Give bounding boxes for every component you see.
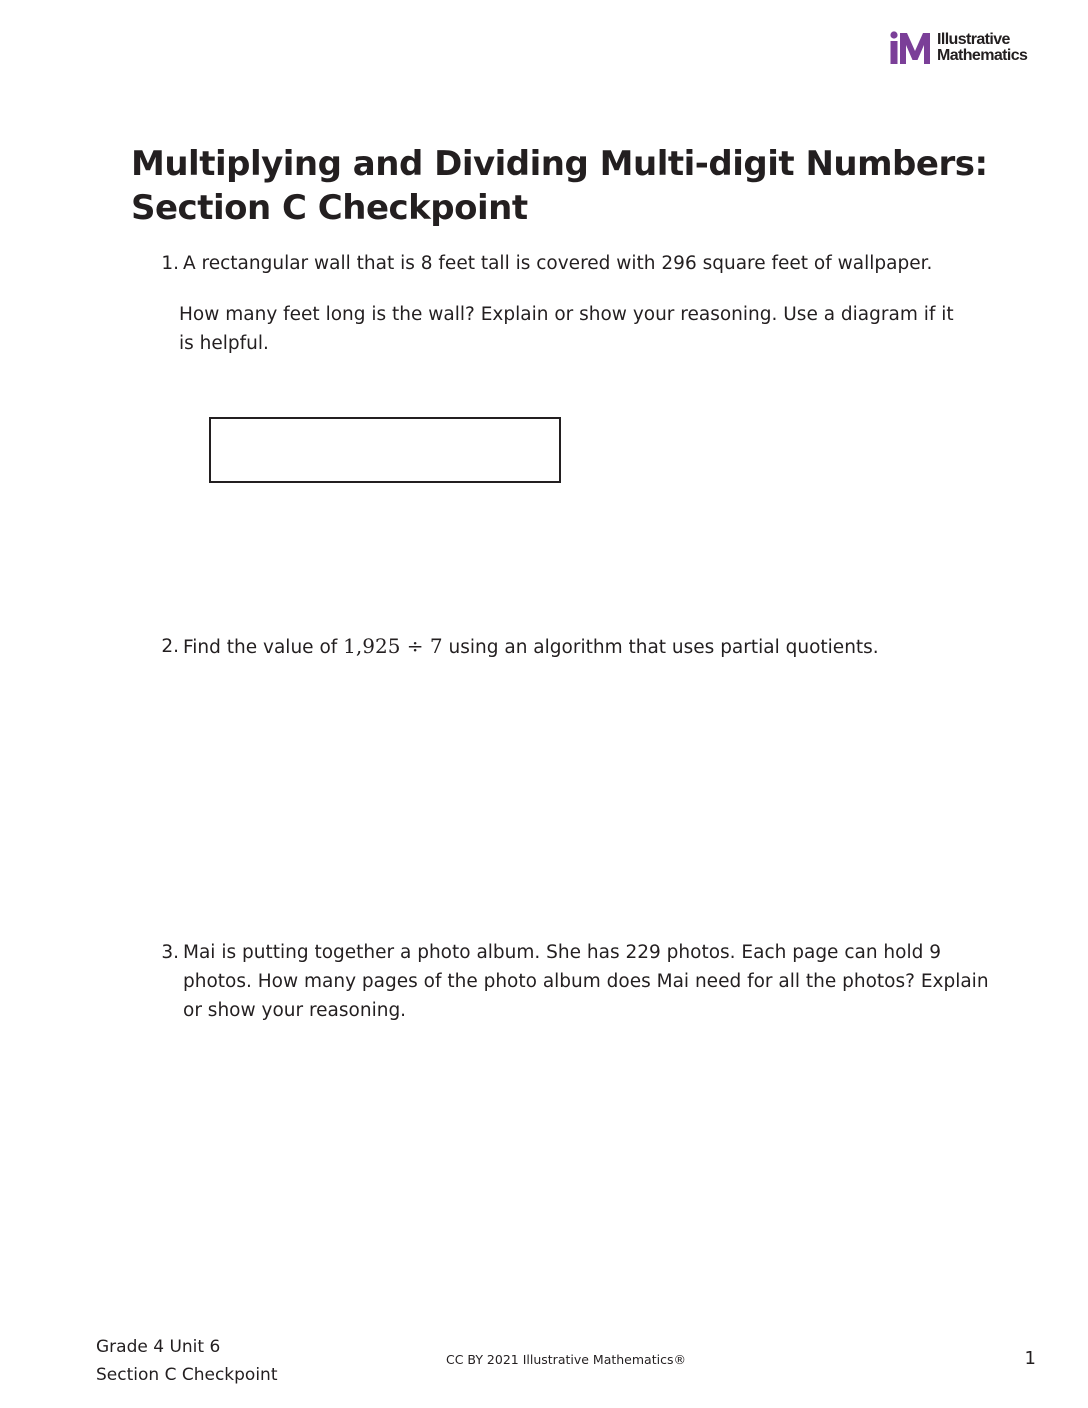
question-number: 2. bbox=[161, 636, 179, 657]
logo-wordmark bbox=[937, 32, 1027, 64]
illustrative-mathematics-logo bbox=[889, 30, 1027, 66]
logo-line-2: Mathematics bbox=[937, 47, 1028, 64]
question-2 bbox=[150, 632, 1010, 662]
title-line-2: Section C Checkpoint bbox=[131, 188, 528, 228]
question-text: A rectangular wall that is 8 feet tall is covered with 296 square feet of wallpaper. bbox=[183, 253, 933, 274]
question-text-before: Find the value of bbox=[183, 637, 338, 658]
division-expression: 1,925 ÷ 7 bbox=[343, 634, 443, 658]
im-logo-icon bbox=[889, 31, 931, 65]
footer-unit: Grade 4 Unit 6 bbox=[96, 1337, 221, 1357]
title-line-1: Multiplying and Dividing Multi-digit Numbers: bbox=[131, 144, 988, 184]
question-1 bbox=[150, 249, 1010, 358]
question-text: Mai is putting together a photo album. She has 229 photos. Each page can hold 9 photos. How many pages of the photo album does Mai need for all the photos? Explain or show your reasoning. bbox=[183, 942, 989, 1021]
logo-line-1: Illustrative bbox=[937, 31, 1010, 48]
wall-rectangle-diagram bbox=[209, 417, 561, 483]
footer-section: Section C Checkpoint bbox=[96, 1365, 278, 1385]
page-title bbox=[131, 142, 1011, 230]
question-text bbox=[179, 632, 1010, 662]
page-number: 1 bbox=[1024, 1348, 1036, 1369]
question-3 bbox=[150, 938, 1010, 1025]
question-number: 3. bbox=[161, 942, 179, 963]
question-prompt: How many feet long is the wall? Explain or show your reasoning. Use a diagram if it is helpful. bbox=[179, 304, 954, 354]
footer-license: CC BY 2021 Illustrative Mathematics® bbox=[446, 1352, 686, 1367]
question-text-after: using an algorithm that uses partial quotients. bbox=[448, 637, 879, 658]
question-number: 1. bbox=[161, 253, 179, 274]
